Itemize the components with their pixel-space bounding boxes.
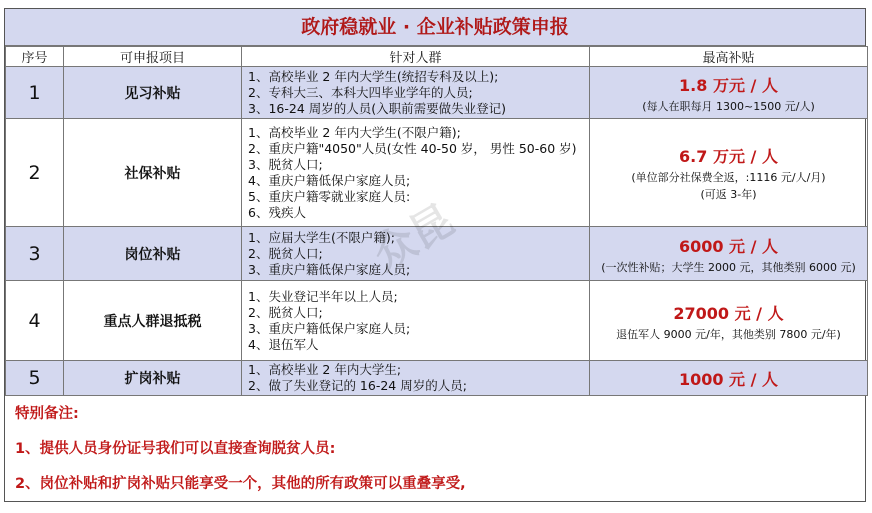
target-group-line: 2、脱贫人口; — [248, 304, 323, 320]
header-groups: 针对人群 — [242, 47, 590, 67]
policy-sheet — [4, 8, 866, 502]
target-group-line: 2、重庆户籍"4050"人员(女性 40-50 岁， 男性 50-60 岁) — [248, 140, 577, 156]
target-groups — [242, 119, 590, 227]
table-row — [6, 67, 868, 119]
target-group-line: 2、做了失业登记的 16-24 周岁的人员; — [248, 378, 467, 393]
row-number: 3 — [6, 227, 64, 281]
subsidy-amount: 6.7 万元 / 人 — [679, 147, 778, 166]
table-header-row — [6, 47, 868, 67]
subsidy-table — [5, 46, 868, 396]
subsidy-amount: 27000 元 / 人 — [673, 303, 784, 323]
table-row — [6, 119, 868, 227]
subsidy-note: 退伍军人 9000 元/年，其他类别 7800 元/年) — [616, 327, 841, 341]
target-groups — [242, 361, 590, 396]
table-row — [6, 227, 868, 281]
target-group-line: 4、退伍军人 — [248, 336, 319, 352]
header-no: 序号 — [6, 47, 64, 67]
subsidy-note: (单位部分社保费全返，:1116 元/人/月) — [631, 171, 826, 184]
target-group-line: 3、重庆户籍低保户家庭人员; — [248, 320, 411, 336]
target-group-line: 6、残疾人 — [248, 204, 306, 220]
remark-line: 1、提供人员身份证号我们可以直接查询脱贫人员: — [15, 441, 336, 457]
row-number: 1 — [6, 67, 64, 119]
row-number: 2 — [6, 119, 64, 227]
max-subsidy — [590, 67, 868, 119]
target-group-line: 4、重庆户籍低保户家庭人员; — [248, 172, 411, 188]
target-group-line: 1、高校毕业 2 年内大学生(统招专科及以上); — [248, 68, 499, 84]
target-groups — [242, 227, 590, 281]
target-group-line: 3、脱贫人口; — [248, 156, 323, 172]
target-group-line: 2、脱贫人口; — [248, 245, 323, 261]
row-number: 4 — [6, 281, 64, 361]
target-group-line: 3、重庆户籍低保户家庭人员; — [248, 261, 411, 277]
header-amount: 最高补贴 — [590, 47, 868, 67]
subsidy-note: (一次性补贴；大学生 2000 元，其他类别 6000 元) — [601, 260, 856, 274]
table-row — [6, 361, 868, 396]
row-number: 5 — [6, 361, 64, 396]
subsidy-amount: 6000 元 / 人 — [678, 236, 779, 256]
subsidy-note: (每人在职每月 1300~1500 元/人) — [642, 99, 815, 113]
target-group-line: 5、重庆户籍零就业家庭人员: — [248, 188, 411, 204]
subsidy-note: (可返 3-年) — [700, 188, 757, 201]
remarks-section — [5, 396, 865, 513]
header-item: 可申报项目 — [64, 47, 242, 67]
remark-line: 2、岗位补贴和扩岗补贴只能享受一个，其他的所有政策可以重叠享受, — [15, 476, 466, 492]
subsidy-amount: 1.8 万元 / 人 — [679, 75, 778, 95]
max-subsidy — [590, 227, 868, 281]
remarks-heading: 特别备注: — [15, 406, 79, 422]
max-subsidy — [590, 281, 868, 361]
target-group-line: 1、应届大学生(不限户籍); — [248, 229, 395, 245]
table-row — [6, 281, 868, 361]
max-subsidy — [590, 119, 868, 227]
subsidy-item: 社保补贴 — [64, 119, 242, 227]
subsidy-amount: 1000 元 / 人 — [678, 369, 779, 389]
target-group-line: 3、16-24 周岁的人员(入职前需要做失业登记) — [248, 100, 507, 116]
target-group-line: 1、高校毕业 2 年内大学生; — [248, 362, 402, 377]
subsidy-item: 见习补贴 — [64, 67, 242, 119]
target-groups — [242, 281, 590, 361]
target-group-line: 1、高校毕业 2 年内大学生(不限户籍); — [248, 124, 461, 140]
subsidy-item: 岗位补贴 — [64, 227, 242, 281]
max-subsidy — [590, 361, 868, 396]
target-group-line: 1、失业登记半年以上人员; — [248, 288, 398, 304]
subsidy-item: 重点人群退抵税 — [64, 281, 242, 361]
page-title: 政府稳就业 · 企业补贴政策申报 — [5, 9, 865, 46]
target-groups — [242, 67, 590, 119]
target-group-line: 2、专科大三、本科大四毕业学年的人员; — [248, 84, 473, 100]
subsidy-item: 扩岗补贴 — [64, 361, 242, 396]
